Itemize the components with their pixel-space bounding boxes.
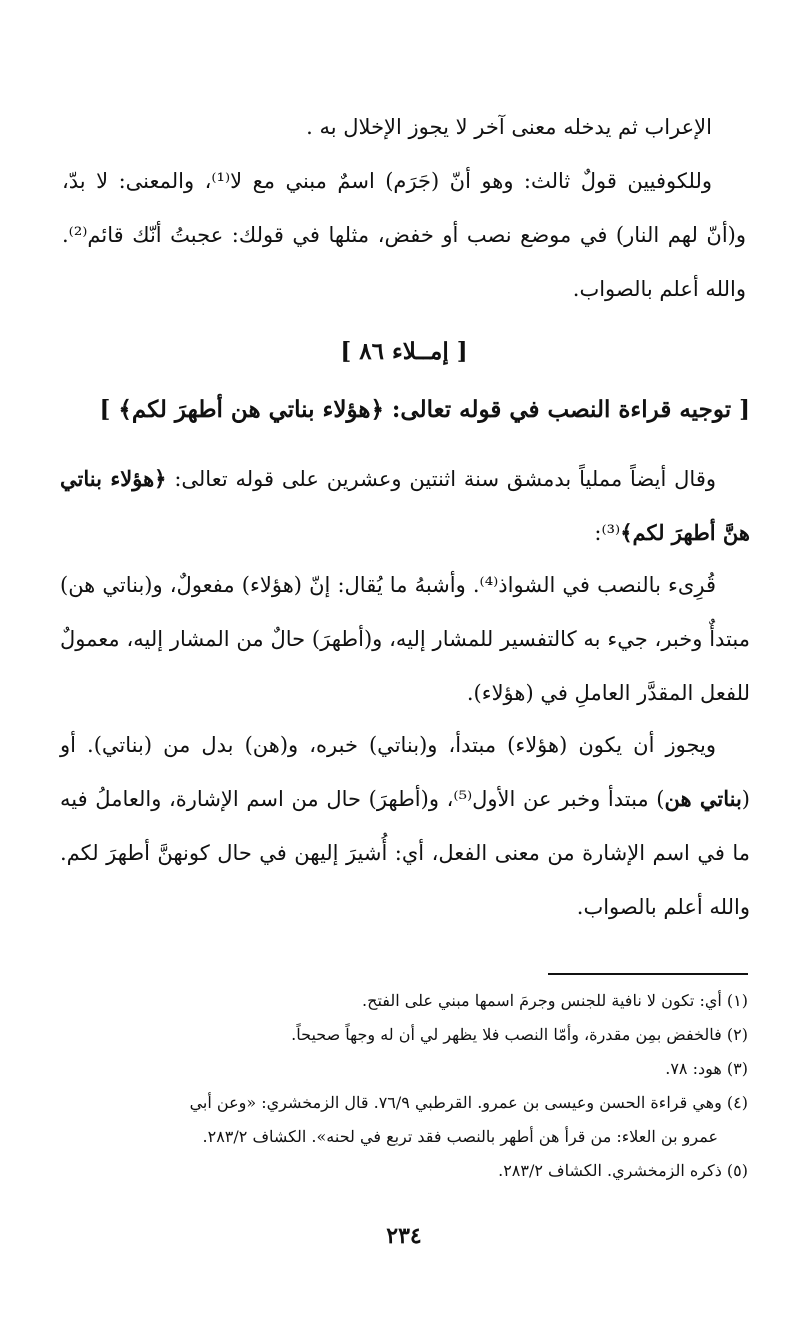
paragraph-3-bold: بناتي هن xyxy=(664,786,742,811)
footnote-3: (٣) هود: ٧٨. xyxy=(665,1059,748,1078)
paragraph-2-text: قُرِىء بالنصب في الشواذ⁽⁴⁾. وأشبهُ ما يُقال: إنّ (هؤلاء) مفعولٌ، و(بناتي هن) مبتدأٌ وخبر، جيء به كالتفسير للمشار إليه، و(أطهرَ) حالٌ من المشار إليه، معمولٌ للفعل المقدَّر العاملِ في (هؤلاء). xyxy=(60,573,750,705)
footnote-ref-3: ⁽³⁾: xyxy=(594,521,621,545)
body-paragraph-2 xyxy=(60,558,750,720)
body-paragraph-3 xyxy=(60,718,750,934)
intro-first-line: الإعراب ثم يدخله معنى آخر لا يجوز الإخلال به . xyxy=(306,115,712,139)
footnote-4-continued: عمرو بن العلاء: من قرأ هن أطهر بالنصب فقد تربع في لحنه». الكشاف ٢٨٣/٢. xyxy=(202,1127,718,1146)
footnote-5: (٥) ذكره الزمخشري. الكشاف ٢٨٣/٢. xyxy=(498,1161,748,1180)
footnote-separator xyxy=(548,973,748,975)
body-paragraph-1 xyxy=(60,452,750,560)
dictation-number: [ إمــلاء ٨٦ ] xyxy=(340,338,468,365)
section-title: [ توجيه قراءة النصب في قوله تعالى: ﴿هؤلاء بناتي هن أطهرَ لكم﴾ ] xyxy=(99,396,750,423)
intro-paragraph: وللكوفيين قولٌ ثالث: وهو أنّ (جَرَم) اسمٌ مبني مع لا⁽¹⁾، والمعنى: لا بدّ، و(أنّ لهم النار) في موضع نصب أو خفض، مثلها في قولك: عجبتُ أنّك قائم⁽²⁾. والله أعلم بالصواب. xyxy=(62,169,746,301)
page-number: ٢٣٤ xyxy=(386,1223,422,1249)
quran-quote: ﴿هؤلاء بناتي هنَّ أطهرَ لكم﴾ xyxy=(60,466,750,545)
footnotes xyxy=(60,984,748,1188)
paragraph-3-text-a: ويجوز أن يكون (هؤلاء) مبتدأ، و(بناتي) خبره، و(هن) بدل من (بناتي). أو ( xyxy=(60,733,750,811)
footnote-1: (١) أي: تكون لا نافية للجنس وجرمَ اسمها مبني على الفتح. xyxy=(362,991,748,1010)
intro-block xyxy=(62,100,746,316)
paragraph-1-text: وقال أيضاً مملياً بدمشق سنة اثنتين وعشرين على قوله تعالى: xyxy=(166,467,716,491)
paragraph-3-text-b: ) مبتدأ وخبر عن الأول⁽⁵⁾، و(أطهرَ) حال من اسم الإشارة، والعاملُ فيه ما في اسم الإشارة من معنى الفعل، أي: أُشيرَ إليهن في حال كونهنَّ أطهرَ لكم. والله أعلم بالصواب. xyxy=(60,787,750,919)
footnote-4: (٤) وهي قراءة الحسن وعيسى بن عمرو. القرطبي ٧٦/٩. قال الزمخشري: «وعن أبي xyxy=(189,1093,748,1112)
footnote-2: (٢) فالخفض بمِن مقدرة، وأمّا النصب فلا يظهر لي أن له وجهاً صحيحاً. xyxy=(291,1025,748,1044)
